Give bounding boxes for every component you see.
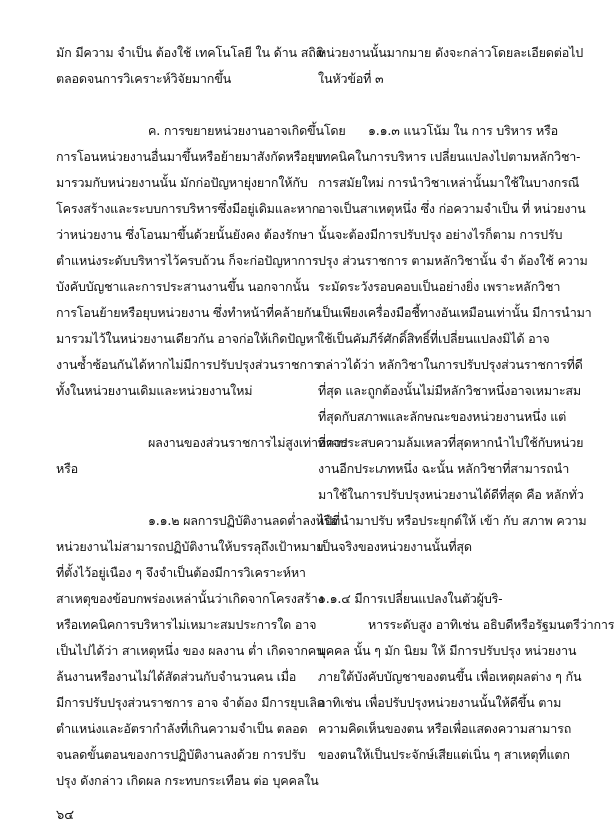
right-column-line: ของตนให้เป็นประจักษ์เสียแต่เนิ่น ๆ สาเหตุที่แตก (318, 747, 570, 762)
left-column-line: มารวมไว้ในหน่วยงานเดียวกัน อาจก่อให้เกิดปัญหา (56, 331, 321, 346)
right-column-line: อาจเป็นสาเหตุหนึ่ง ซึ่ง ก่อความจำเป็น ที่ หน่วยงาน (318, 201, 586, 216)
right-column-line: ๑.๑.๓ แนวโน้ม ใน การ บริหาร หรือ (368, 123, 559, 138)
right-column-line: อาจประสบความล้มเหลวที่สุดหากนำไปใช้กับหน่วย (318, 435, 584, 450)
right-column-line (318, 92, 550, 118)
left-column-line (56, 92, 288, 118)
left-column-line: ว่าหน่วยงาน ซึ่งโอนมาขึ้นด้วยนั้นยังคง ต้องรักษา (56, 227, 314, 242)
right-column-line: กล่าวได้ว่า หลักวิชาในการปรับปรุงส่วนราชการที่ดี (318, 357, 583, 372)
right-column-line: ไปที่นำมาปรับ หรือประยุกต์ให้ เข้า กับ สภาพ ความ (318, 513, 587, 528)
left-column-line: การโอนหน่วยงานอื่นมาขึ้นหรือย้ายมาสังกัดหรือยุบ (56, 149, 323, 164)
left-column-line: หรือ (56, 461, 79, 476)
right-column-line: เทคนิคในการบริหาร เปลี่ยนแปลงไปตามหลักวิชา- (318, 149, 581, 164)
left-column-line: การโอนย้ายหรือยุบหน่วยงาน ซึ่งทำหน้าที่คล้ายกัน (56, 305, 320, 320)
right-column-line: เป็นเพียงเครื่องมือชี้ทางอันเหมือนเท่านั้น มีการนำมา (318, 305, 592, 320)
right-column-line: เป็นจริงของหน่วยงานนั้นที่สุด (318, 539, 472, 554)
left-column-line: ล้นงานหรืองานไม่ได้สัดส่วนกับจำนวนคน เมื่อ (56, 669, 297, 684)
page-number: ๖๔ (56, 808, 75, 823)
left-column-line: เป็นไปได้ว่า สาเหตุหนึ่ง ของ ผลงาน ต่ำ เกิดจากคน (56, 643, 325, 658)
right-column-line: หน่วยงานนั้นมากมาย ดังจะกล่าวโดยละเอียดต่อไป (318, 45, 584, 60)
right-column-line: การสมัยใหม่ การนำวิชาเหล่านั้นมาใช้ในบางกรณี (318, 175, 580, 190)
left-column-line: บังคับบัญชาและการประสานงานขึ้น นอกจากนั้น (56, 279, 310, 294)
left-column-line: มารวมกับหน่วยงานนั้น มักก่อปัญหายุ่งยากให้กับ (56, 175, 308, 190)
left-column-line: ผลงานของส่วนราชการไม่สูงเท่าที่ควร (148, 435, 348, 450)
left-column-line: ๑.๑.๒ ผลการปฏิบัติงานลดต่ำลงหรือ (148, 513, 338, 528)
right-column-line: ระมัดระวังรอบคอบเป็นอย่างยิ่ง เพราะหลักวิชา (318, 279, 561, 294)
left-column-line (56, 482, 288, 508)
left-column-line: ตลอดจนการวิเคราะห์วิจัยมากขึ้น (56, 71, 232, 86)
left-column-line: งานซ้ำซ้อนกันได้หากไม่มีการปรับปรุงส่วนราชการ (56, 357, 321, 372)
right-column-line: ที่สุดกับสภาพและลักษณะของหน่วยงานหนึ่ง แต่ (318, 409, 567, 424)
left-column-line: โครงสร้างและระบบการบริหารซึ่งมีอยู่เดิมและหาก (56, 201, 320, 216)
left-column-line: สาเหตุของข้อบกพร่องเหล่านั้นว่าเกิดจากโครงสร้าง (56, 591, 324, 606)
right-column-line: ใช้เป็นคัมภีร์ศักดิ์สิทธิ์ที่เปลี่ยนแปลงมิได้ อาจ (318, 331, 550, 346)
right-column-line: ๑.๑.๔ มีการเปลี่ยนแปลงในตัวผู้บริ- (318, 591, 503, 606)
left-column-line: ปรุง ดังกล่าว เกิดผล กระทบกระเทือน ต่อ บุคคลใน (56, 773, 319, 788)
left-column (56, 40, 348, 794)
right-column-line: งานอีกประเภทหนึ่ง ฉะนั้น หลักวิชาที่สามารถนำ (318, 461, 570, 476)
right-column-line: ภายใต้บังคับบัญชาของตนขึ้น เพื่อเหตุผลต่าง ๆ กัน (318, 669, 582, 684)
right-column-line: บุคคล นั้น ๆ มัก นิยม ให้ มีการปรับปรุง หน่วยงาน (318, 643, 577, 658)
right-column (318, 40, 614, 768)
left-column-line (56, 404, 288, 430)
left-column-line: มีการปรับปรุงส่วนราชการ อาจ จำต้อง มีการยุบเลิก (56, 695, 325, 710)
right-column-line: มาใช้ในการปรับปรุงหน่วยงานได้ดีที่สุด คือ หลักทั่ว (318, 487, 584, 502)
right-column-line: นั้นจะต้องมีการปรับปรุง อย่างไรก็ตาม การปรับ (318, 227, 563, 242)
left-column-line: ที่ตั้งไว้อยู่เนือง ๆ จึงจำเป็นต้องมีการวิเคราะห์หา (56, 565, 306, 580)
left-column-line: จนลดขั้นตอนของการปฏิบัติงานลงด้วย การปรับ (56, 747, 306, 762)
left-column-line: หน่วยงานไม่สามารถปฏิบัติงานให้บรรลุถึงเป้าหมาย (56, 539, 324, 554)
right-column-line: ที่สุด และถูกต้องนั้นไม่มีหลักวิชาหนึ่งอาจเหมาะสม (318, 383, 582, 398)
right-column-line: ความคิดเห็นของตน หรือเพื่อแสดงความสามารถ (318, 721, 572, 736)
right-column-line: หารระดับสูง อาทิเช่น อธิบดีหรือรัฐมนตรีว่าการ (368, 617, 614, 632)
left-column-line: ตำแหน่งและอัตรากำลังที่เกินความจำเป็น ตลอด (56, 721, 308, 736)
right-column-line (318, 560, 550, 586)
right-column-line: อาทิเช่น เพื่อปรับปรุงหน่วยงานนั้นให้ดีขึ้น ตาม (318, 695, 562, 710)
left-column-line: ตำแหน่งระดับบริหารไว้ครบถ้วน ก็จะก่อปัญหาการ (56, 253, 319, 268)
right-column-line: ในหัวข้อที่ ๓ (318, 71, 384, 86)
left-column-line: หรือเทคนิคการบริหารไม่เหมาะสมประการใด อาจ (56, 617, 317, 632)
right-column-line: ปรุง ส่วนราชการ ตามหลักวิชานั้น จำ ต้องใช้ ความ (318, 253, 588, 268)
left-column-line: ค. การขยายหน่วยงานอาจเกิดขึ้นโดย (148, 123, 346, 138)
left-column-line: มัก มีความ จำเป็น ต้องใช้ เทคโนโลยี ใน ด้าน สถิติ (56, 45, 324, 60)
left-column-line: ทั้งในหน่วยงานเดิมและหน่วยงานใหม่ (56, 383, 253, 398)
